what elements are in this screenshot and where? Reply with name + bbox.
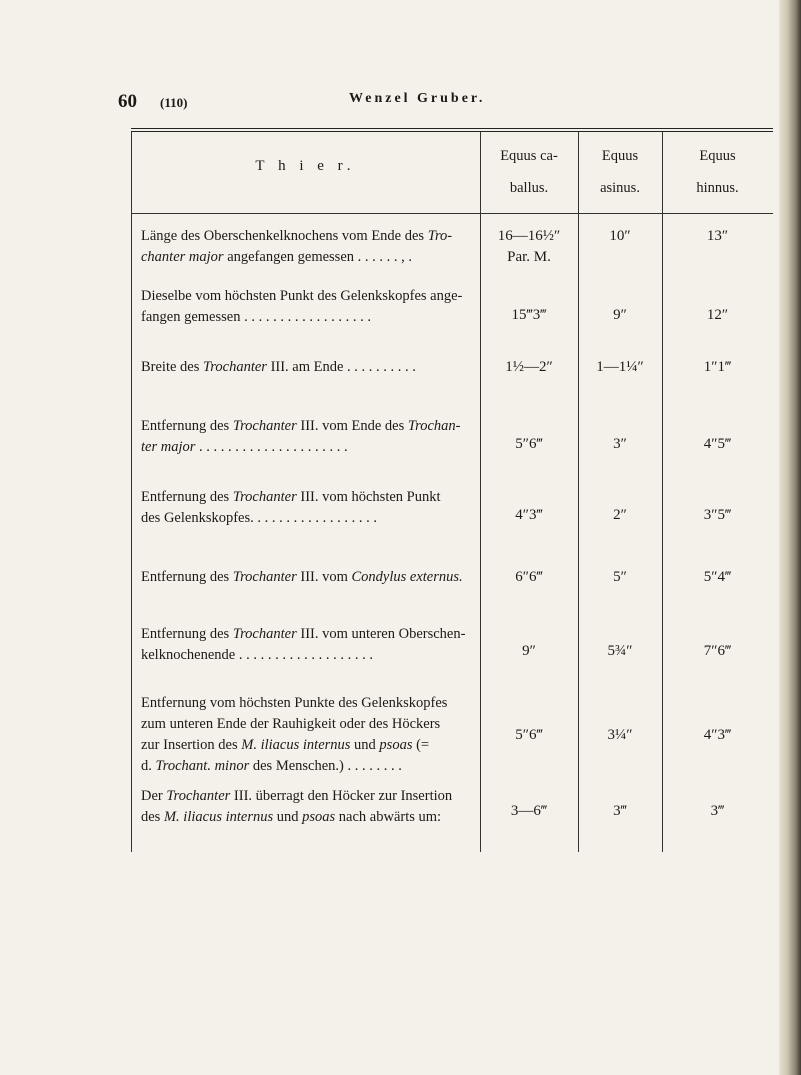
table-header-rule	[131, 213, 773, 214]
value-asinus: 2″	[613, 507, 627, 523]
value-asinus: 10″	[609, 228, 631, 244]
value-hinnus: 5″4‴	[703, 569, 732, 585]
page-number: 60	[118, 91, 137, 112]
value-caballus: 1½—2″	[505, 359, 553, 375]
value-asinus: 9″	[613, 307, 627, 323]
value-hinnus: 3″5‴	[703, 507, 732, 523]
column-header-hinnus: Equus hinnus.	[696, 148, 739, 196]
value-caballus: 6″6‴	[515, 569, 543, 585]
row-description: Entfernung des Trochanter III. vom Ende des Trochan- ter major . . . . . . . . . . . . . . . . . . . . .	[141, 418, 461, 455]
value-caballus: 5″6‴	[515, 727, 543, 743]
page-edge-shadow	[779, 0, 801, 1075]
value-asinus: 5″	[613, 569, 627, 585]
row-description: Länge des Oberschenkelknochens vom Ende des Tro- chanter major angefangen gemessen . . . . . . , .	[141, 228, 453, 265]
value-hinnus: 4″5‴	[703, 436, 732, 452]
value-caballus: 4″3‴	[515, 507, 543, 523]
value-asinus: 5¾″	[607, 643, 633, 659]
value-asinus: 3‴	[613, 803, 627, 819]
table-top-rule-inner	[131, 131, 773, 132]
row-description: Breite des Trochanter III. am Ende . . . . . . . . . .	[141, 359, 416, 375]
value-caballus: 16—16½″ Par. M.	[497, 228, 561, 265]
value-caballus: 9″	[522, 643, 536, 659]
value-asinus: 3¼″	[607, 727, 633, 743]
value-hinnus: 7″6‴	[703, 643, 732, 659]
row-description: Der Trochanter III. überragt den Höcker zur Insertion des M. iliacus internus und psoas nach abwärts um:	[141, 788, 453, 825]
table-top-rule	[131, 128, 773, 129]
row-description: Dieselbe vom höchsten Punkt des Gelenkskopfes ange- fangen gemessen . . . . . . . . . . . . . . . . . .	[141, 288, 463, 325]
running-title: Wenzel Gruber.	[349, 91, 486, 106]
running-header	[118, 91, 678, 115]
row-description: Entfernung des Trochanter III. vom unteren Oberschen- kelknochenende . . . . . . . . . . . . . . . . . . .	[141, 626, 466, 663]
value-hinnus: 3‴	[710, 803, 725, 819]
row-description: Entfernung des Trochanter III. vom Condylus externus.	[141, 569, 463, 585]
column-header-animal: T h i e r.	[255, 158, 356, 174]
value-asinus: 3″	[613, 436, 627, 452]
value-hinnus: 12″	[706, 307, 729, 323]
value-caballus: 5″6‴	[515, 436, 543, 452]
column-divider	[131, 132, 132, 852]
section-number: (110)	[160, 95, 188, 110]
row-description: Entfernung des Trochanter III. vom höchsten Punkt des Gelenkskopfes. . . . . . . . . . . . . . . . . .	[141, 489, 441, 526]
value-caballus: 3—6‴	[510, 803, 548, 819]
column-header-caballus: Equus ca- ballus.	[500, 148, 558, 196]
value-asinus: 1—1¼″	[596, 359, 644, 375]
row-description: Entfernung vom höchsten Punkte des Gelenkskopfes zum unteren Ende der Rauhigkeit oder des Höckers zur Insertion des M. iliacus internus und psoas (= d. Trochant. minor des Menschen.) . . . . . . . .	[141, 695, 448, 774]
value-caballus: 15‴3‴	[511, 307, 547, 323]
column-header-asinus: Equus asinus.	[600, 148, 640, 196]
value-hinnus: 13″	[706, 228, 729, 244]
measurement-table	[131, 128, 773, 852]
value-hinnus: 4″3‴	[703, 727, 732, 743]
value-hinnus: 1″1‴	[703, 359, 732, 375]
